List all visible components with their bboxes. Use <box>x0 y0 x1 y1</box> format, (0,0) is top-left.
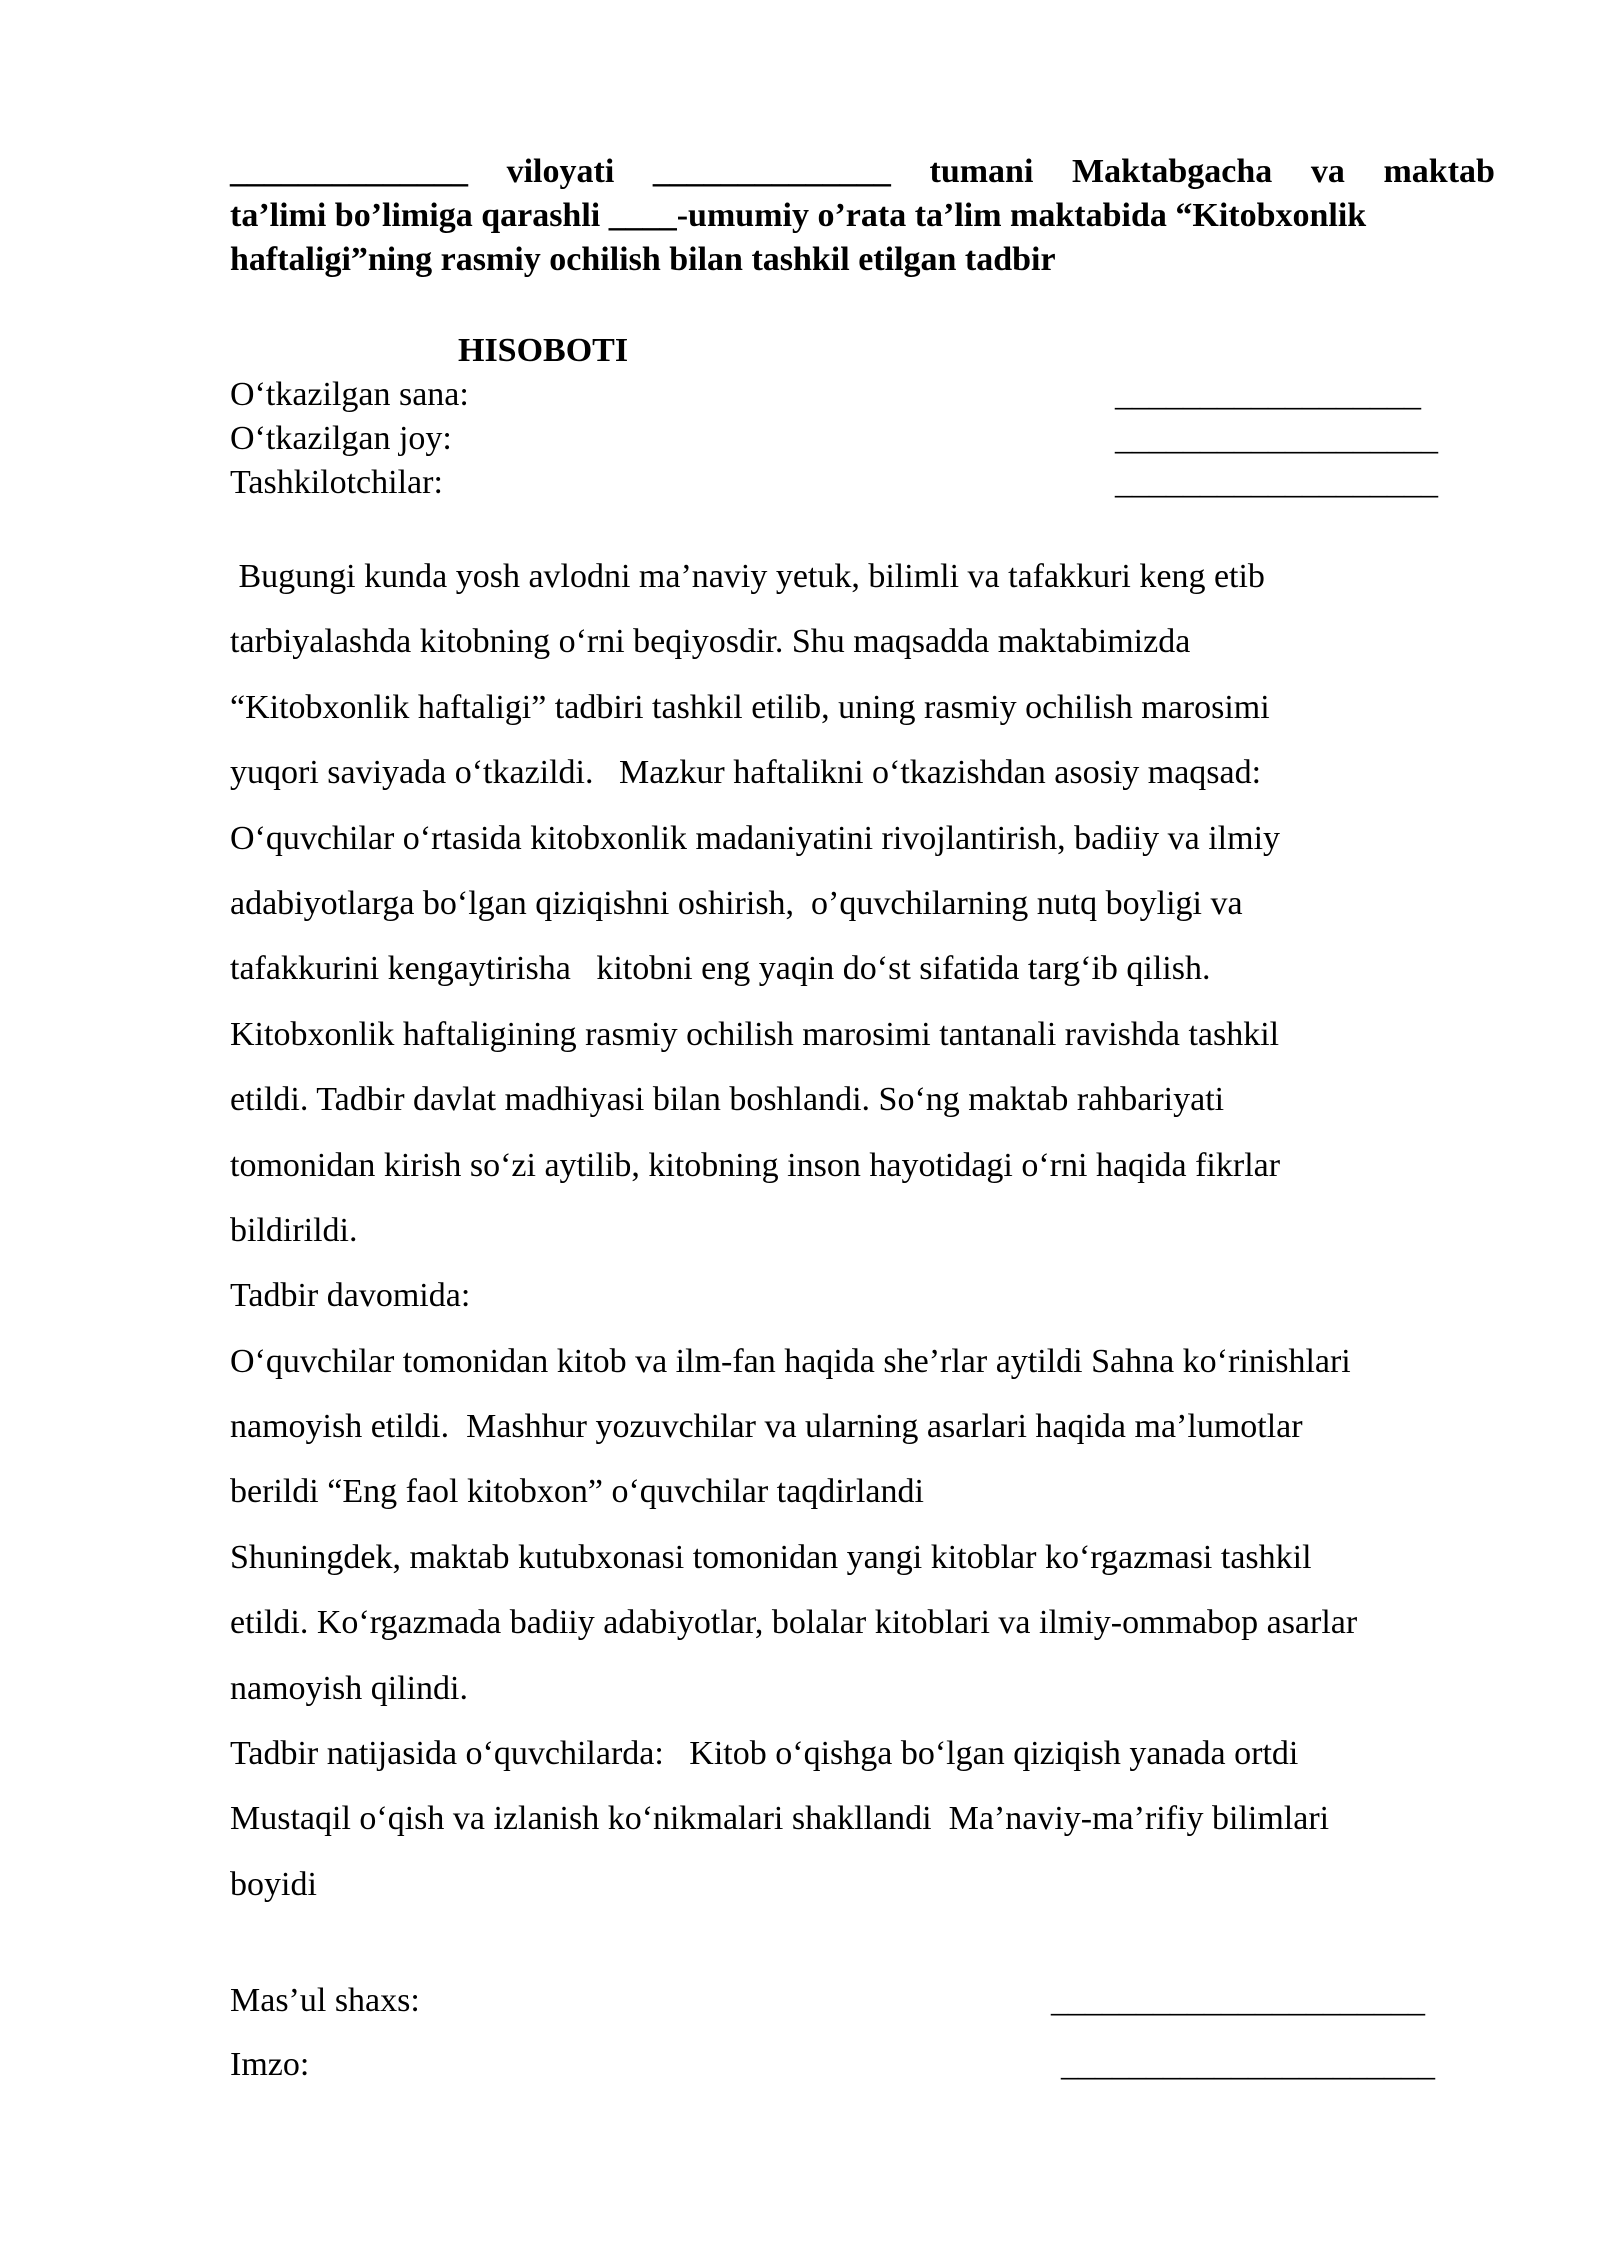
heading-word: tumani <box>929 153 1034 190</box>
body-line: Bugungi kunda yosh avlodni ma’naviy yetuk, bilimli va tafakkuri keng etib <box>230 558 1265 595</box>
body-line: Mustaqil o‘qish va izlanish ko‘nikmalari shakllandi Ma’naviy-ma’rifiy bilimlari <box>230 1800 1330 1838</box>
heading-word: Maktabgacha <box>1072 153 1273 190</box>
heading-line-3 <box>230 238 1495 282</box>
place-blank: ___________________ <box>1115 420 1438 457</box>
responsible-label: Mas’ul shaxs: <box>230 1982 420 2019</box>
body-line: “Kitobxonlik haftaligi” tadbiri tashkil etilib, uning rasmiy ochilish marosimi <box>230 688 1270 726</box>
signature-row <box>230 2043 1495 2087</box>
body-line: Tadbir davomida: <box>230 1277 471 1315</box>
heading-text: ta’limi bo’limiga qarashli ____-umumiy o’rata ta’lim maktabida “Kitobxonlik <box>230 197 1367 234</box>
body-line: Shuningdek, maktab kutubxonasi tomonidan yangi kitoblar ko‘rgazmasi tashkil <box>230 1538 1312 1576</box>
heading-word: va <box>1310 153 1345 190</box>
document-heading <box>230 150 1495 282</box>
body-line: boyidi <box>230 1865 317 1903</box>
responsible-row <box>230 1979 1495 2023</box>
body-line: tomonidan kirish so‘zi aytilib, kitobning inson hayotidagi o‘rni haqida fikrlar <box>230 1146 1281 1184</box>
place-row <box>230 417 1495 461</box>
body-line: etildi. Ko‘rgazmada badiiy adabiyotlar, bolalar kitoblari va ilmiy-ommabop asarlar <box>230 1604 1358 1642</box>
region-blank: ______________ <box>230 153 468 190</box>
district-blank: ______________ <box>652 153 891 190</box>
date-label: O‘tkazilgan sana: <box>230 376 469 413</box>
date-row <box>230 373 1495 417</box>
organizers-blank: ___________________ <box>1115 464 1438 501</box>
body-line: tarbiyalashda kitobning o‘rni beqiyosdir. Shu maqsadda maktabimizda <box>230 623 1191 661</box>
body-line: namoyish qilindi. <box>230 1669 468 1707</box>
place-label: O‘tkazilgan joy: <box>230 420 452 457</box>
responsible-blank: ______________________ <box>1051 1982 1425 2019</box>
date-blank: __________________ <box>1115 376 1421 413</box>
heading-line-2 <box>230 194 1495 238</box>
body-line: berildi “Eng faol kitobxon” o‘quvchilar taqdirlandi <box>230 1473 924 1511</box>
heading-word: maktab <box>1383 153 1495 190</box>
organizers-label: Tashkilotchilar: <box>230 464 443 501</box>
signature-label: Imzo: <box>230 2046 310 2083</box>
heading-word: viloyati <box>506 153 615 190</box>
body-line: tafakkurini kengaytirisha kitobni eng yaqin do‘st sifatida targ‘ib qilish. <box>230 950 1211 988</box>
body-line: O‘quvchilar o‘rtasida kitobxonlik madaniyatini rivojlantirish, badiiy va ilmiy <box>230 819 1281 857</box>
report-body <box>230 544 1495 1917</box>
signature-blank: ______________________ <box>1061 2046 1435 2083</box>
body-line: Tadbir natijasida o‘quvchilarda: Kitob o‘qishga bo‘lgan qiziqish yanada ortdi <box>230 1735 1299 1773</box>
body-line: adabiyotlarga bo‘lgan qiziqishni oshirish, o’quvchilarning nutq boyligi va <box>230 884 1243 922</box>
body-line: yuqori saviyada o‘tkazildi. Mazkur haftalikni o‘tkazishdan asosiy maqsad: <box>230 754 1262 792</box>
body-line: bildirildi. <box>230 1211 358 1249</box>
heading-line-1 <box>230 150 1495 194</box>
document-title: HISOBOTI <box>458 332 629 369</box>
body-line: etildi. Tadbir davlat madhiyasi bilan boshlandi. So‘ng maktab rahbariyati <box>230 1081 1225 1119</box>
body-line: Kitobxonlik haftaligining rasmiy ochilish marosimi tantanali ravishda tashkil <box>230 1015 1280 1053</box>
organizers-row <box>230 461 1495 505</box>
body-line: O‘quvchilar tomonidan kitob va ilm-fan haqida she’rlar aytildi Sahna ko‘rinishlari <box>230 1342 1351 1380</box>
body-line: namoyish etildi. Mashhur yozuvchilar va ularning asarlari haqida ma’lumotlar <box>230 1408 1303 1446</box>
heading-text: haftaligi”ning rasmiy ochilish bilan tashkil etilgan tadbir <box>230 241 1056 278</box>
